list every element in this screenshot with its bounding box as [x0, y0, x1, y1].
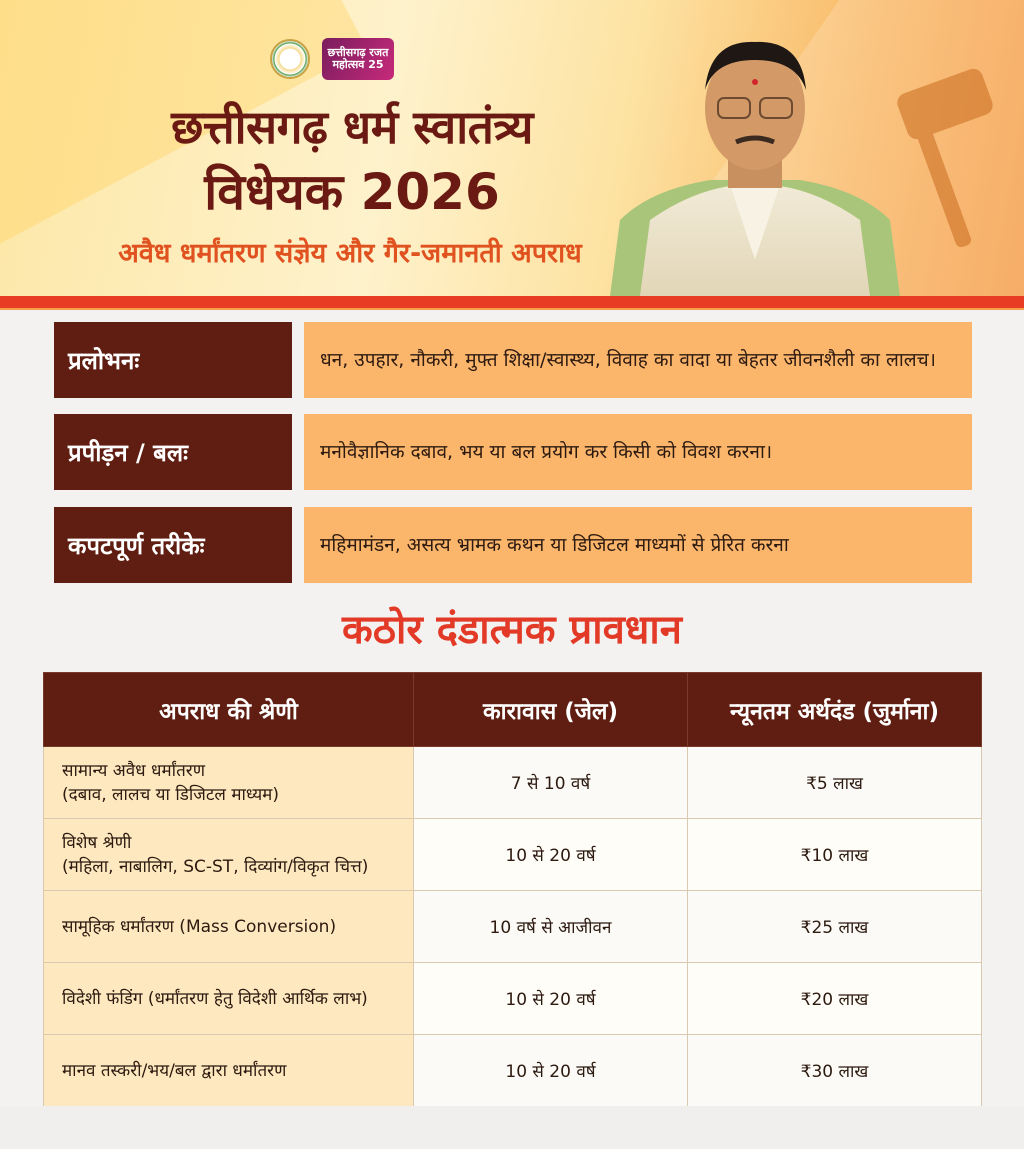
jail-term-cell: 10 वर्ष से आजीवन	[414, 891, 688, 963]
jail-term-cell: 10 से 20 वर्ष	[414, 819, 688, 891]
definition-text: धन, उपहार, नौकरी, मुफ्त शिक्षा/स्वास्थ्य, विवाह का वादा या बेहतर जीवनशैली का लालच।	[304, 322, 972, 398]
table-row	[44, 819, 982, 891]
logo-row	[270, 38, 394, 80]
offence-category: सामान्य अवैध धर्मांतरण	[62, 760, 205, 781]
jail-term-cell: 10 से 20 वर्ष	[414, 1035, 688, 1107]
definition-label: प्रपीड़न / बलः	[54, 414, 292, 490]
page-title-line1: छत्तीसगढ़ धर्म स्वातंत्र्य	[171, 100, 533, 154]
definition-text: मनोवैज्ञानिक दबाव, भय या बल प्रयोग कर किसी को विवश करना।	[304, 414, 972, 490]
offence-category-note: (महिला, नाबालिग, SC-ST, दिव्यांग/विकृत चित्त)	[62, 856, 369, 877]
page-title-line2: विधेयक 2026	[204, 163, 500, 221]
jail-term-cell: 7 से 10 वर्ष	[414, 747, 688, 819]
offence-category-cell	[44, 819, 414, 891]
definition-label: प्रलोभनः	[54, 322, 292, 398]
table-row	[44, 1035, 982, 1107]
fine-cell: ₹5 लाख	[688, 747, 982, 819]
definition-text: महिमामंडन, असत्य भ्रामक कथन या डिजिटल माध्यमों से प्रेरित करना	[304, 507, 972, 583]
bottom-margin	[0, 1106, 1024, 1149]
table-row	[44, 963, 982, 1035]
header-banner	[0, 0, 1024, 296]
penalty-table	[43, 672, 982, 1107]
fine-cell: ₹10 लाख	[688, 819, 982, 891]
jail-term-cell: 10 से 20 वर्ष	[414, 963, 688, 1035]
state-emblem-icon	[270, 39, 310, 79]
offence-category: मानव तस्करी/भय/बल द्वारा धर्मांतरण	[62, 1060, 287, 1081]
rajat-mahotsav-badge: छत्तीसगढ़ रजत महोत्सव 25	[322, 38, 394, 80]
column-header: कारावास (जेल)	[414, 673, 688, 747]
page-subtitle: अवैध धर्मांतरण संज्ञेय और गैर-जमानती अपराध	[118, 238, 582, 269]
offence-category-cell	[44, 747, 414, 819]
fine-cell: ₹20 लाख	[688, 963, 982, 1035]
table-header-row	[44, 673, 982, 747]
offence-category-cell	[44, 1035, 414, 1107]
table-row	[44, 891, 982, 963]
offence-category-cell	[44, 891, 414, 963]
section-title: कठोर दंडात्मक प्रावधान	[342, 607, 682, 653]
offence-category-note: (दबाव, लालच या डिजिटल माध्यम)	[62, 784, 279, 805]
portrait-photo	[610, 20, 900, 296]
header-divider	[0, 296, 1024, 310]
fine-cell: ₹30 लाख	[688, 1035, 982, 1107]
offence-category: विशेष श्रेणी	[62, 832, 132, 853]
column-header: अपराध की श्रेणी	[44, 673, 414, 747]
offence-category-cell	[44, 963, 414, 1035]
table-row	[44, 747, 982, 819]
offence-category: सामूहिक धर्मांतरण (Mass Conversion)	[62, 916, 337, 937]
offence-category: विदेशी फंडिंग (धर्मांतरण हेतु विदेशी आर्थिक लाभ)	[62, 988, 368, 1009]
definition-label: कपटपूर्ण तरीकेः	[54, 507, 292, 583]
fine-cell: ₹25 लाख	[688, 891, 982, 963]
column-header: न्यूनतम अर्थदंड (जुर्माना)	[688, 673, 982, 747]
